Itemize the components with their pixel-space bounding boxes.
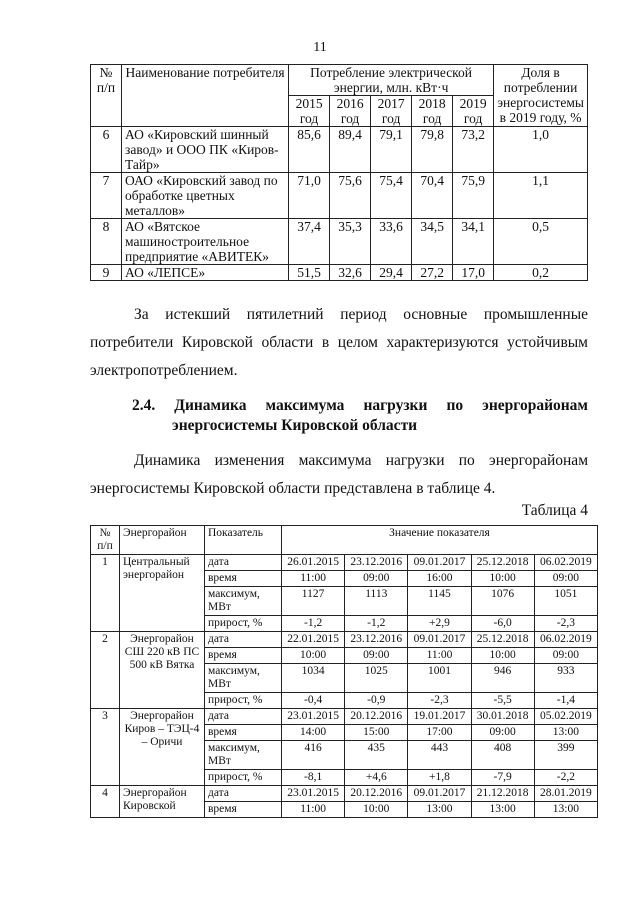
indicator-value: 20.12.2016: [345, 709, 408, 725]
consumption-value: 29,4: [371, 265, 412, 281]
paragraph-1-line-2: потребители Кировской области в целом характеризуются устойчивым: [90, 334, 588, 351]
indicator-value: 13:00: [471, 802, 534, 818]
indicator-value: -2,2: [534, 770, 597, 786]
indicator-value: 1113: [345, 587, 408, 616]
indicator-value: -1,2: [282, 616, 345, 632]
header-value: Значение показателя: [282, 526, 598, 555]
consumption-value: 51,5: [289, 265, 330, 281]
indicator-value: 14:00: [282, 725, 345, 741]
indicator-label: дата: [205, 786, 282, 802]
region-name: Энергорайон Киров – ТЭЦ-4 – Оричи: [120, 709, 205, 786]
consumption-value: 89,4: [330, 127, 371, 173]
indicator-label: максимум, МВт: [205, 587, 282, 616]
indicator-value: 11:00: [408, 648, 471, 664]
indicator-value: 09:00: [471, 725, 534, 741]
indicator-value: 05.02.2019: [534, 709, 597, 725]
row-number: 9: [91, 265, 122, 281]
section-number: 2.4.: [132, 397, 156, 414]
indicator-label: дата: [205, 709, 282, 725]
table-row: [91, 173, 588, 219]
indicator-label: прирост, %: [205, 693, 282, 709]
indicator-value: 1076: [471, 587, 534, 616]
indicator-value: +2,9: [408, 616, 471, 632]
consumption-value: 75,9: [453, 173, 494, 219]
indicator-label: прирост, %: [205, 770, 282, 786]
indicator-value: 23.01.2015: [282, 786, 345, 802]
header-consumption: Потребление электрической энергии, млн. кВт·ч: [289, 65, 494, 96]
consumption-value: 37,4: [289, 219, 330, 265]
table-header-row: [91, 65, 588, 96]
table-row: [91, 555, 598, 571]
consumption-value: 85,6: [289, 127, 330, 173]
indicator-value: 28.01.2019: [534, 786, 597, 802]
indicator-value: -2,3: [534, 616, 597, 632]
share-value: 1,0: [494, 127, 588, 173]
indicator-value: 25.12.2018: [471, 555, 534, 571]
indicator-value: -1,2: [345, 616, 408, 632]
indicator-value: 30.01.2018: [471, 709, 534, 725]
indicator-value: -5,5: [471, 693, 534, 709]
indicator-label: время: [205, 648, 282, 664]
indicator-value: 408: [471, 741, 534, 770]
indicator-value: 11:00: [282, 802, 345, 818]
indicator-value: 06.02.2019: [534, 632, 597, 648]
paragraph-2-line-2: энергосистемы Кировской области представлена в таблице 4.: [90, 480, 496, 497]
row-number: 7: [91, 173, 122, 219]
indicator-value: -1,4: [534, 693, 597, 709]
indicator-value: +1,8: [408, 770, 471, 786]
indicator-label: дата: [205, 632, 282, 648]
indicator-value: 10:00: [282, 648, 345, 664]
indicator-value: -8,1: [282, 770, 345, 786]
indicator-value: 09:00: [534, 571, 597, 587]
consumption-value: 17,0: [453, 265, 494, 281]
indicator-value: 1051: [534, 587, 597, 616]
consumer-name: АО «ЛЕПСЕ»: [122, 265, 289, 281]
indicator-value: 06.02.2019: [534, 555, 597, 571]
indicator-value: 09:00: [534, 648, 597, 664]
row-number: 2: [91, 632, 120, 709]
consumer-name: АО «Кировский шинный завод» и ООО ПК «Киров-Тайр»: [122, 127, 289, 173]
consumption-value: 32,6: [330, 265, 371, 281]
consumption-value: 79,1: [371, 127, 412, 173]
indicator-label: время: [205, 725, 282, 741]
load-maximum-table: [90, 525, 598, 818]
section-title-word: энергорайонам: [482, 397, 588, 414]
row-number: 6: [91, 127, 122, 173]
indicator-value: 416: [282, 741, 345, 770]
indicator-value: 23.12.2016: [345, 555, 408, 571]
consumption-value: 27,2: [412, 265, 453, 281]
indicator-value: 09.01.2017: [408, 555, 471, 571]
indicator-value: 26.01.2015: [282, 555, 345, 571]
header-year: 2016 год: [330, 96, 371, 127]
indicator-value: 17:00: [408, 725, 471, 741]
header-share: Доля в потреблении энергосистемы в 2019 году, %: [494, 65, 588, 127]
indicator-value: 09.01.2017: [408, 786, 471, 802]
indicator-value: 15:00: [345, 725, 408, 741]
table-row: [91, 127, 588, 173]
row-number: 1: [91, 555, 120, 632]
indicator-value: 13:00: [534, 725, 597, 741]
consumer-name: ОАО «Кировский завод по обработке цветных металлов»: [122, 173, 289, 219]
indicator-value: 09:00: [345, 648, 408, 664]
indicator-value: 10:00: [471, 571, 534, 587]
paragraph-2-line-1: Динамика изменения максимума нагрузки по энергорайонам: [134, 452, 588, 469]
consumption-value: 70,4: [412, 173, 453, 219]
table-row: [91, 265, 588, 281]
indicator-value: -6,0: [471, 616, 534, 632]
row-number: 8: [91, 219, 122, 265]
table-row: [91, 219, 588, 265]
indicator-value: +4,6: [345, 770, 408, 786]
consumption-value: 75,4: [371, 173, 412, 219]
section-heading: [132, 396, 588, 436]
indicator-value: 1001: [408, 664, 471, 693]
indicator-value: 13:00: [534, 802, 597, 818]
table-row: [91, 632, 598, 648]
row-number: 3: [91, 709, 120, 786]
consumption-value: 71,0: [289, 173, 330, 219]
header-num: № п/п: [91, 526, 120, 555]
indicator-value: 22.01.2015: [282, 632, 345, 648]
section-title-word: нагрузки: [363, 397, 428, 414]
paragraph-1-line-3: электропотреблением.: [90, 362, 238, 379]
indicator-value: -7,9: [471, 770, 534, 786]
indicator-value: 11:00: [282, 571, 345, 587]
header-region: Энергорайон: [120, 526, 205, 555]
consumption-value: 34,1: [453, 219, 494, 265]
indicator-label: максимум, МВт: [205, 741, 282, 770]
indicator-value: 1127: [282, 587, 345, 616]
indicator-value: 1034: [282, 664, 345, 693]
indicator-value: 23.01.2015: [282, 709, 345, 725]
table-row: [91, 709, 598, 725]
share-value: 1,1: [494, 173, 588, 219]
indicator-value: -0,4: [282, 693, 345, 709]
indicator-label: время: [205, 571, 282, 587]
indicator-value: 16:00: [408, 571, 471, 587]
indicator-value: 399: [534, 741, 597, 770]
indicator-value: 1145: [408, 587, 471, 616]
indicator-value: 23.12.2016: [345, 632, 408, 648]
header-year: 2019 год: [453, 96, 494, 127]
header-year: 2017 год: [371, 96, 412, 127]
table-header-row: [91, 526, 598, 555]
indicator-value: -0,9: [345, 693, 408, 709]
indicator-label: прирост, %: [205, 616, 282, 632]
indicator-value: 435: [345, 741, 408, 770]
indicator-label: максимум, МВт: [205, 664, 282, 693]
share-value: 0,2: [494, 265, 588, 281]
indicator-value: 13:00: [408, 802, 471, 818]
header-num: № п/п: [91, 65, 122, 127]
header-year: 2018 год: [412, 96, 453, 127]
header-indicator: Показатель: [205, 526, 282, 555]
section-title-line-2: энергосистемы Кировской области: [172, 417, 418, 434]
indicator-value: 19.01.2017: [408, 709, 471, 725]
consumer-name: АО «Вятское машиностроительное предприятие «АВИТЕК»: [122, 219, 289, 265]
indicator-value: -2,3: [408, 693, 471, 709]
section-title-word: по: [446, 397, 464, 414]
consumption-value: 35,3: [330, 219, 371, 265]
indicator-value: 10:00: [345, 802, 408, 818]
indicator-value: 946: [471, 664, 534, 693]
consumption-value: 75,6: [330, 173, 371, 219]
paragraph-1-line-1: За истекший пятилетний период основные промышленные: [134, 306, 588, 323]
consumption-value: 33,6: [371, 219, 412, 265]
indicator-value: 20.12.2016: [345, 786, 408, 802]
table-row: [91, 786, 598, 802]
indicator-value: 1025: [345, 664, 408, 693]
consumption-value: 34,5: [412, 219, 453, 265]
indicator-value: 933: [534, 664, 597, 693]
region-name: Центральный энергорайон: [120, 555, 205, 632]
row-number: 4: [91, 786, 120, 818]
indicator-value: 09:00: [345, 571, 408, 587]
consumers-table: [90, 64, 588, 281]
section-title-word: максимума: [265, 397, 345, 414]
consumption-value: 73,2: [453, 127, 494, 173]
indicator-label: дата: [205, 555, 282, 571]
header-name: Наименование потребителя: [122, 65, 289, 127]
share-value: 0,5: [494, 219, 588, 265]
table-caption: Таблица 4: [521, 502, 588, 519]
indicator-value: 25.12.2018: [471, 632, 534, 648]
indicator-label: время: [205, 802, 282, 818]
region-name: Энергорайон СШ 220 кВ ПС 500 кВ Вятка: [120, 632, 205, 709]
consumption-value: 79,8: [412, 127, 453, 173]
indicator-value: 09.01.2017: [408, 632, 471, 648]
section-title-word: Динамика: [174, 397, 247, 414]
indicator-value: 10:00: [471, 648, 534, 664]
header-year: 2015 год: [289, 96, 330, 127]
indicator-value: 443: [408, 741, 471, 770]
indicator-value: 21.12.2018: [471, 786, 534, 802]
region-name: Энергорайон Кировской: [120, 786, 205, 818]
page-number: 11: [313, 40, 327, 55]
